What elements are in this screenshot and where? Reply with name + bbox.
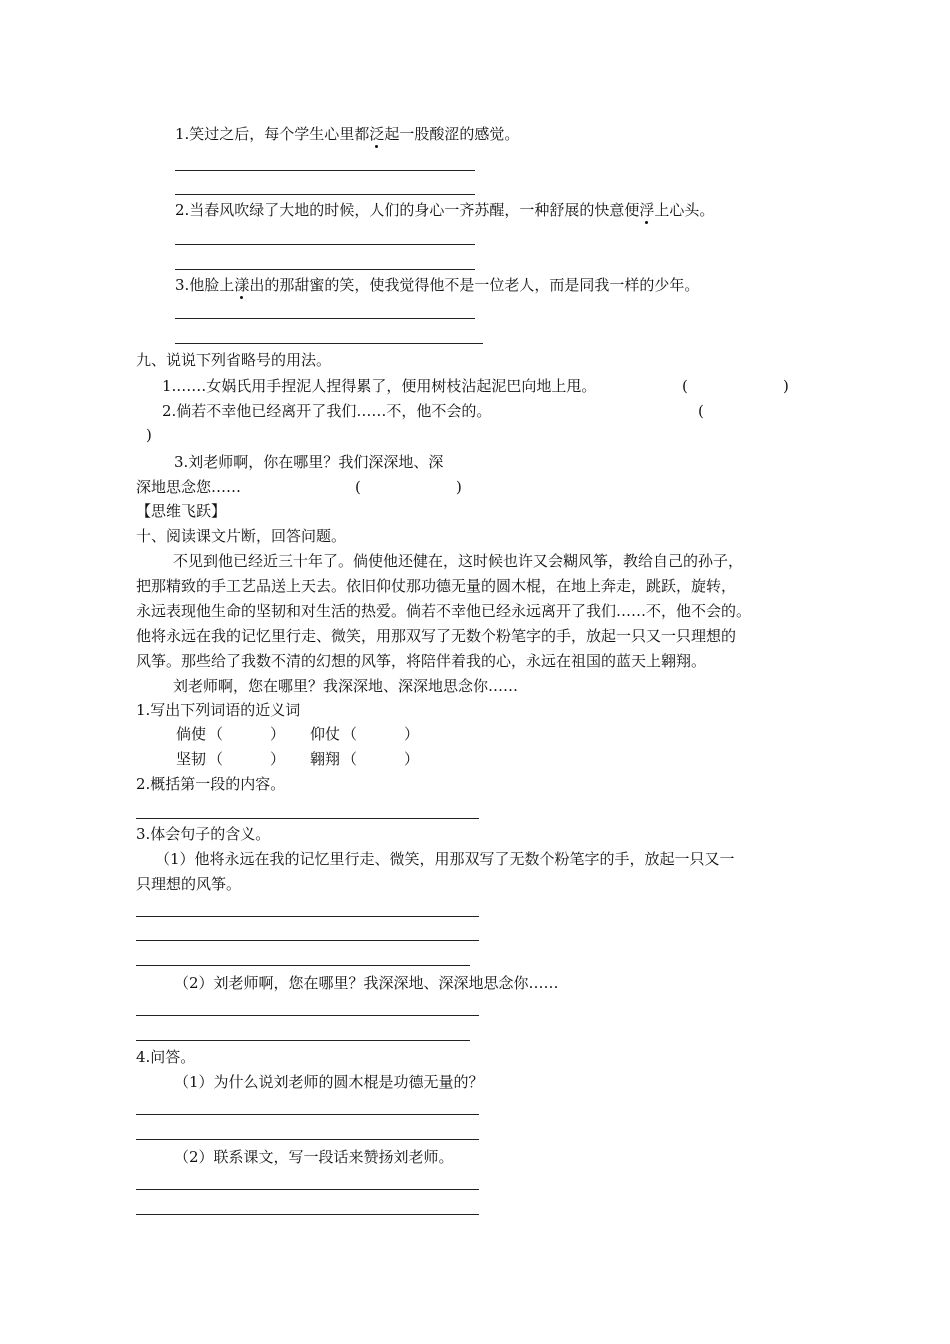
synonym-word: 仰仗 [310,725,341,743]
answer-line[interactable] [136,1214,479,1215]
question-text: 出的那甜蜜的笑，使我觉得他不是一位老人，而是同我一样的少年。 [249,276,700,294]
section-9-title: 九、说说下列省略号的用法。 [136,351,332,369]
answer-paren-close[interactable]: ) [456,478,462,496]
answer-line[interactable] [175,194,475,195]
thinking-heading: 【思维飞跃】 [136,502,227,520]
answer-line[interactable] [136,1015,479,1016]
passage-line: 不见到他已经近三十年了。倘使他还健在，这时候也许又会糊风筝，教给自己的孙子， [173,552,744,570]
question-10-3-1-line2: 只理想的风筝。 [136,875,242,893]
question-10-3-2: （2）刘老师啊，您在哪里？我深深地、深深地思念你…… [174,974,559,992]
question-10-4-2: （2）联系课文，写一段话来赞扬刘老师。 [174,1148,454,1166]
answer-paren-open[interactable]: ( [698,402,704,420]
question-9-3-line2: 深地思念您…… [136,478,242,496]
answer-line[interactable] [136,1139,479,1140]
answer-line[interactable] [175,343,483,344]
answer-paren-close[interactable]: ） [404,725,420,743]
question-10-1-title: 1.写出下列词语的近义词 [136,701,301,719]
answer-paren-close[interactable]: ) [146,426,152,444]
synonym-word: 倘使 [176,725,207,743]
answer-line[interactable] [136,965,470,966]
answer-paren-open[interactable]: （ [342,750,358,768]
answer-line[interactable] [136,940,479,941]
passage-end: 刘老师啊，您在哪里？我深深地、深深地思念你…… [173,677,519,695]
synonym-word: 坚韧 [176,750,207,768]
question-9-3-line1: 3.刘老师啊，你在哪里？我们深深地、深 [174,453,444,471]
emphasized-char: 泛 [369,125,385,143]
question-9-1: 1.……女娲氏用手捏泥人捏得累了，便用树枝沾起泥巴向地上甩。 [162,377,597,395]
passage-line: 永远表现他生命的坚韧和对生活的热爱。倘若不幸他已经永远离开了我们……不，他不会的。 [136,602,752,620]
answer-line[interactable] [175,170,475,171]
passage-line: 把那精致的手工艺品送上天去。依旧仰仗那功德无量的圆木棍，在地上奔走，跳跃，旋转， [136,577,737,595]
question-text: 2.当春风吹绿了大地的时候，人们的身心一齐苏醒，一种舒展的快意便 [175,201,640,219]
answer-line[interactable] [136,1114,479,1115]
emphasized-char: 浮 [639,201,655,219]
question-text: 上心头。 [654,201,715,219]
question-10-4-1: （1）为什么说刘老师的圆木棍是功德无量的？ [174,1073,484,1091]
synonym-word: 翱翔 [310,750,341,768]
answer-paren-close[interactable]: ) [783,377,789,395]
question-10-2-title: 2.概括第一段的内容。 [136,775,286,793]
answer-line[interactable] [136,916,479,917]
answer-paren-open[interactable]: ( [355,478,361,496]
answer-paren-open[interactable]: ( [682,377,688,395]
passage-line: 他将永远在我的记忆里行走、微笑，用那双写了无数个粉笔字的手，放起一只又一只理想的 [136,627,737,645]
question-10-3-1-line1: （1）他将永远在我的记忆里行走、微笑，用那双写了无数个粉笔字的手，放起一只又一 [155,850,735,868]
question-10-4-title: 4.问答。 [136,1048,196,1066]
passage-line: 风筝。那些给了我数不清的幻想的风筝，将陪伴着我的心，永远在祖国的蓝天上翱翔。 [136,652,707,670]
question-10-3-title: 3.体会句子的含义。 [136,825,271,843]
answer-paren-open[interactable]: （ [342,725,358,743]
answer-line[interactable] [175,244,475,245]
answer-paren-close[interactable]: ） [404,750,420,768]
answer-paren-open[interactable]: （ [208,725,224,743]
question-8-2 [175,200,714,220]
question-text: 3.他脸上 [175,276,235,294]
answer-paren-close[interactable]: ） [270,725,286,743]
question-9-2: 2.倘若不幸他已经离开了我们……不，他不会的。 [162,402,492,420]
question-text: 1.笑过之后，每个学生心里都 [175,125,370,143]
question-text: 起一股酸涩的感觉。 [384,125,520,143]
question-8-3 [175,275,699,295]
answer-paren-close[interactable]: ） [270,750,286,768]
question-8-1 [175,124,519,144]
answer-line[interactable] [175,269,475,270]
emphasized-char: 漾 [234,276,250,294]
answer-line[interactable] [175,318,475,319]
answer-line[interactable] [136,818,479,819]
answer-line[interactable] [136,1040,470,1041]
answer-paren-open[interactable]: （ [208,750,224,768]
answer-line[interactable] [136,1189,479,1190]
section-10-title: 十、阅读课文片断，回答问题。 [136,527,347,545]
